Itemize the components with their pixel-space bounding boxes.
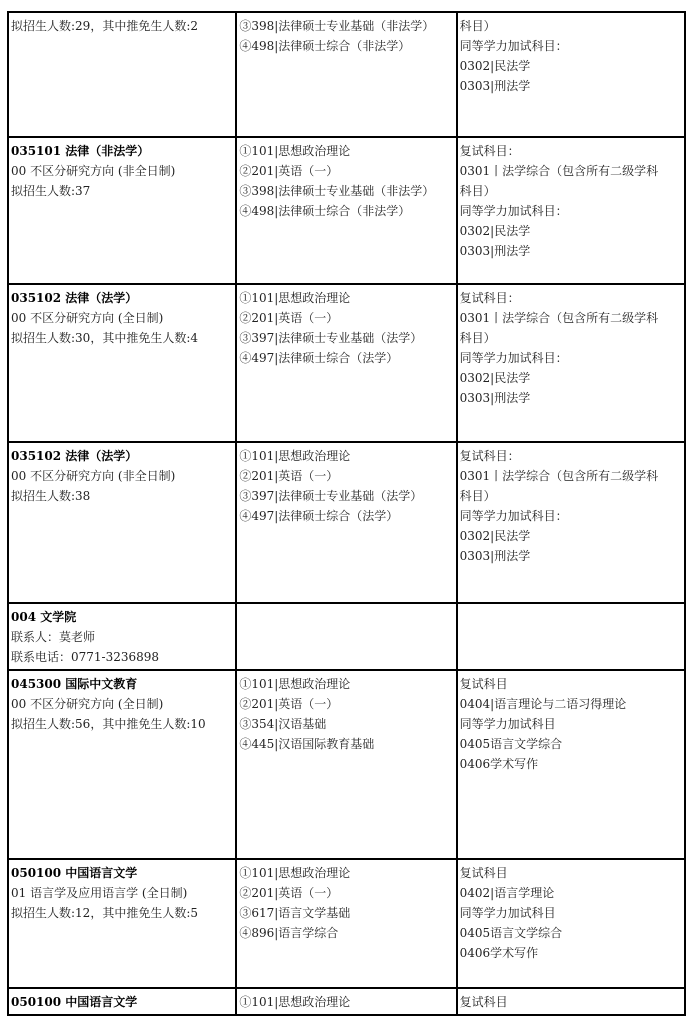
exam-subject-line: ④445|汉语国际教育基础	[239, 737, 375, 751]
retest-subject-line: 复试科目：	[459, 144, 520, 158]
major-detail-line: 联系人：莫老师	[11, 630, 96, 644]
major-info-cell	[8, 859, 236, 988]
retest-subjects-cell	[457, 442, 685, 603]
exam-subject-line: ①101|思想政治理论	[239, 449, 351, 463]
admissions-catalog-table	[7, 11, 686, 1016]
retest-subject-line: 0405语言文学综合	[459, 926, 563, 940]
retest-subject-line: 0303|刑法学	[459, 244, 531, 258]
exam-subject-line: ①101|思想政治理论	[239, 866, 351, 880]
retest-subject-line: 同等学力加试科目：	[459, 351, 568, 365]
retest-subject-line: 同等学力加试科目：	[459, 204, 568, 218]
retest-subjects-cell	[457, 988, 685, 1015]
major-detail-line: 00 不区分研究方向 (非全日制)	[11, 469, 176, 483]
major-detail-line: 拟招生人数:29，其中推免生人数:2	[11, 19, 198, 33]
retest-subject-line: 0303|刑法学	[459, 549, 531, 563]
retest-subject-line: 0406学术写作	[459, 757, 539, 771]
retest-subject-line: 复试科目	[459, 995, 508, 1009]
exam-subjects-cell	[236, 988, 456, 1015]
retest-subject-line: 0405语言文学综合	[459, 737, 563, 751]
major-info-cell	[8, 442, 236, 603]
major-detail-line: 拟招生人数:38	[11, 489, 91, 503]
exam-subject-line: ②201|英语（一）	[239, 469, 339, 483]
retest-subject-line: 0301丨法学综合（包含所有二级学科	[459, 164, 659, 178]
major-title: 050100 中国语言文学	[11, 995, 138, 1009]
retest-subjects-cell	[457, 859, 685, 988]
major-detail-line: 拟招生人数:37	[11, 184, 91, 198]
retest-subject-line: 科目）	[459, 19, 496, 33]
retest-subject-line: 复试科目	[459, 677, 508, 691]
table-row	[8, 284, 685, 442]
exam-subject-line: ④896|语言学综合	[239, 926, 339, 940]
major-title: 035102 法律（法学）	[11, 291, 138, 305]
exam-subject-line: ④498|法律硕士综合（非法学）	[239, 204, 411, 218]
table-row	[8, 137, 685, 284]
exam-subject-line: ③398|法律硕士专业基础（非法学）	[239, 19, 435, 33]
major-info-cell	[8, 988, 236, 1015]
exam-subject-line: ①101|思想政治理论	[239, 677, 351, 691]
exam-subject-line: ③397|法律硕士专业基础（法学）	[239, 489, 423, 503]
retest-subject-line: 0302|民法学	[459, 59, 531, 73]
major-detail-line: 00 不区分研究方向 (全日制)	[11, 697, 164, 711]
exam-subjects-cell	[236, 859, 456, 988]
retest-subject-line: 同等学力加试科目	[459, 717, 556, 731]
retest-subject-line: 0303|刑法学	[459, 79, 531, 93]
table-row	[8, 988, 685, 1015]
exam-subject-line: ③397|法律硕士专业基础（法学）	[239, 331, 423, 345]
exam-subject-line: ④497|法律硕士综合（法学）	[239, 351, 399, 365]
table-row	[8, 670, 685, 859]
table-row	[8, 442, 685, 603]
retest-subjects-cell	[457, 12, 685, 137]
major-title: 035102 法律（法学）	[11, 449, 138, 463]
exam-subject-line: ③354|汉语基础	[239, 717, 327, 731]
exam-subjects-cell	[236, 442, 456, 603]
retest-subject-line: 0303|刑法学	[459, 391, 531, 405]
retest-subject-line: 0406学术写作	[459, 946, 539, 960]
retest-subject-line: 同等学力加试科目	[459, 906, 556, 920]
major-title: 045300 国际中文教育	[11, 677, 138, 691]
retest-subject-line: 科目）	[459, 184, 496, 198]
retest-subject-line: 同等学力加试科目：	[459, 39, 568, 53]
retest-subjects-cell	[457, 603, 685, 670]
major-detail-line: 01 语言学及应用语言学 (全日制)	[11, 886, 188, 900]
retest-subject-line: 0301丨法学综合（包含所有二级学科	[459, 469, 659, 483]
retest-subject-line: 0302|民法学	[459, 224, 531, 238]
table-row	[8, 859, 685, 988]
major-detail-line: 联系电话：0771-3236898	[11, 650, 160, 664]
retest-subjects-cell	[457, 670, 685, 859]
retest-subject-line: 0301丨法学综合（包含所有二级学科	[459, 311, 659, 325]
major-title: 035101 法律（非法学）	[11, 144, 150, 158]
retest-subject-line: 0302|民法学	[459, 371, 531, 385]
major-detail-line: 拟招生人数:12，其中推免生人数:5	[11, 906, 198, 920]
major-detail-line: 00 不区分研究方向 (非全日制)	[11, 164, 176, 178]
retest-subject-line: 同等学力加试科目：	[459, 509, 568, 523]
exam-subjects-cell	[236, 670, 456, 859]
exam-subject-line: ①101|思想政治理论	[239, 291, 351, 305]
major-title: 050100 中国语言文学	[11, 866, 138, 880]
retest-subjects-cell	[457, 137, 685, 284]
retest-subject-line: 0402|语言学理论	[459, 886, 555, 900]
retest-subject-line: 复试科目	[459, 866, 508, 880]
major-info-cell	[8, 12, 236, 137]
major-info-cell	[8, 137, 236, 284]
major-detail-line: 00 不区分研究方向 (全日制)	[11, 311, 164, 325]
exam-subjects-cell	[236, 137, 456, 284]
major-title: 004 文学院	[11, 610, 77, 624]
catalog-body	[8, 12, 685, 1015]
exam-subject-line: ②201|英语（一）	[239, 164, 339, 178]
exam-subjects-cell	[236, 284, 456, 442]
exam-subject-line: ①101|思想政治理论	[239, 995, 351, 1009]
major-detail-line: 拟招生人数:30，其中推免生人数:4	[11, 331, 198, 345]
exam-subject-line: ②201|英语（一）	[239, 886, 339, 900]
exam-subject-line: ③398|法律硕士专业基础（非法学）	[239, 184, 435, 198]
retest-subject-line: 复试科目：	[459, 291, 520, 305]
retest-subject-line: 0404|语言理论与二语习得理论	[459, 697, 627, 711]
table-row	[8, 603, 685, 670]
retest-subject-line: 复试科目：	[459, 449, 520, 463]
major-info-cell	[8, 670, 236, 859]
exam-subject-line: ③617|语言文学基础	[239, 906, 351, 920]
major-info-cell	[8, 603, 236, 670]
table-row	[8, 12, 685, 137]
retest-subject-line: 科目）	[459, 331, 496, 345]
exam-subjects-cell	[236, 12, 456, 137]
retest-subject-line: 科目）	[459, 489, 496, 503]
retest-subject-line: 0302|民法学	[459, 529, 531, 543]
exam-subject-line: ①101|思想政治理论	[239, 144, 351, 158]
exam-subject-line: ②201|英语（一）	[239, 311, 339, 325]
retest-subjects-cell	[457, 284, 685, 442]
major-detail-line: 拟招生人数:56，其中推免生人数:10	[11, 717, 206, 731]
exam-subject-line: ②201|英语（一）	[239, 697, 339, 711]
major-info-cell	[8, 284, 236, 442]
exam-subject-line: ④497|法律硕士综合（法学）	[239, 509, 399, 523]
exam-subjects-cell	[236, 603, 456, 670]
exam-subject-line: ④498|法律硕士综合（非法学）	[239, 39, 411, 53]
